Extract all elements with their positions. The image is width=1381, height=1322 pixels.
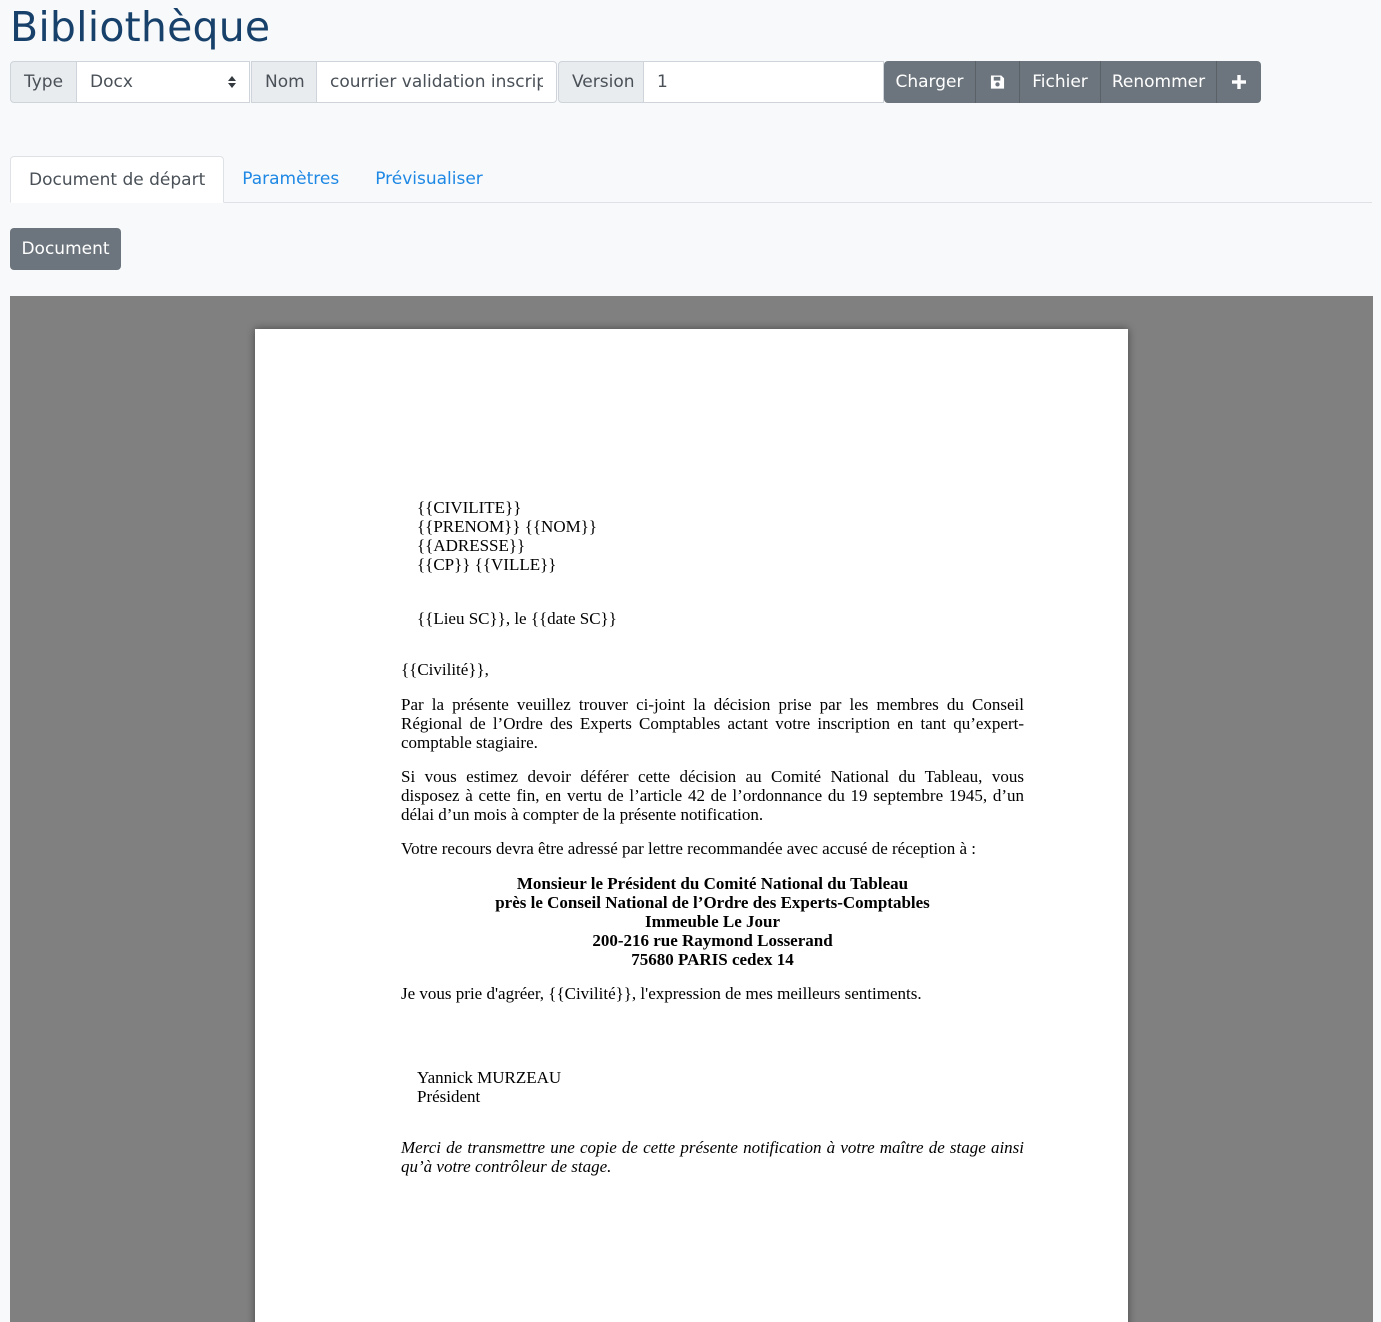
- signature-title: Président: [417, 1087, 481, 1106]
- salutation: {{Civilité}},: [401, 660, 489, 679]
- save-button[interactable]: [976, 61, 1020, 103]
- closing: Je vous prie d'agréer, {{Civilité}}, l'expression de mes meilleurs sentiments.: [401, 984, 922, 1003]
- type-select[interactable]: [77, 61, 250, 103]
- document-button[interactable]: Document: [10, 228, 121, 270]
- recipient-address-block: [417, 498, 597, 574]
- charger-button[interactable]: Charger: [884, 61, 976, 103]
- signature-name: Yannick MURZEAU: [417, 1068, 562, 1087]
- tab-document-de-depart[interactable]: Document de départ: [10, 156, 224, 203]
- tab-bar: [10, 156, 1372, 203]
- page-title: Bibliothèque: [10, 3, 271, 51]
- paragraph-3: Votre recours devra être adressé par lettre recommandée avec accusé de réception à :: [401, 839, 977, 858]
- library-toolbar: [10, 61, 1261, 103]
- tab-parametres[interactable]: Paramètres: [242, 169, 340, 189]
- version-field[interactable]: [644, 61, 884, 103]
- tab-previsualiser[interactable]: Prévisualiser: [375, 169, 483, 189]
- select-caret-icon: [228, 76, 236, 88]
- renommer-button[interactable]: Renommer: [1101, 61, 1217, 103]
- plus-icon: [1231, 74, 1247, 90]
- paragraph-2: Si vous estimez devoir déférer cette décision au Comité National du Tableau, vous disposez à cette fin, en vertu de l’article 42 de l’ordonnance du 19 septembre 1945, d’un délai d’un mois à compter de la présente notification.: [401, 767, 1024, 824]
- version-label: Version: [558, 61, 644, 103]
- recipient-line: près le Conseil National de l’Ordre des Experts-Comptables: [495, 893, 930, 912]
- floppy-disk-icon: [990, 74, 1005, 90]
- type-select-value: Docx: [90, 72, 133, 92]
- nom-input[interactable]: [330, 72, 543, 92]
- nom-field[interactable]: [317, 61, 557, 103]
- recipient-line: Immeuble Le Jour: [644, 912, 781, 931]
- place-date: {{Lieu SC}}, le {{date SC}}: [417, 609, 617, 628]
- signature-block: [417, 1068, 561, 1106]
- letter-body: [401, 660, 1024, 1003]
- version-input[interactable]: [657, 72, 870, 92]
- address-line: {{CIVILITE}}: [417, 498, 522, 517]
- recipient-line: 75680 PARIS cedex 14: [631, 950, 794, 969]
- type-label: Type: [10, 61, 77, 103]
- fichier-button[interactable]: Fichier: [1020, 61, 1101, 103]
- recipient-line: Monsieur le Président du Comité National du Tableau: [516, 874, 909, 893]
- address-line: {{PRENOM}} {{NOM}}: [417, 517, 598, 536]
- note: Merci de transmettre une copie de cette présente notification à votre maître de stage ainsi qu’à votre contrôleur de stage.: [401, 1138, 1024, 1176]
- add-button[interactable]: [1217, 61, 1261, 103]
- recipient-line: 200-216 rue Raymond Losserand: [592, 931, 833, 950]
- nom-label: Nom: [251, 61, 317, 103]
- appeal-recipient-block: [401, 874, 1024, 969]
- address-line: {{CP}} {{VILLE}}: [417, 555, 557, 574]
- address-line: {{ADRESSE}}: [417, 536, 526, 555]
- document-viewer[interactable]: [10, 296, 1373, 1322]
- paragraph-1: Par la présente veuillez trouver ci-joint la décision prise par les membres du Conseil Régional de l’Ordre des Experts Comptables actant votre inscription en tant qu’expert-comptable stagiaire.: [401, 695, 1024, 752]
- document-page: [255, 329, 1128, 1322]
